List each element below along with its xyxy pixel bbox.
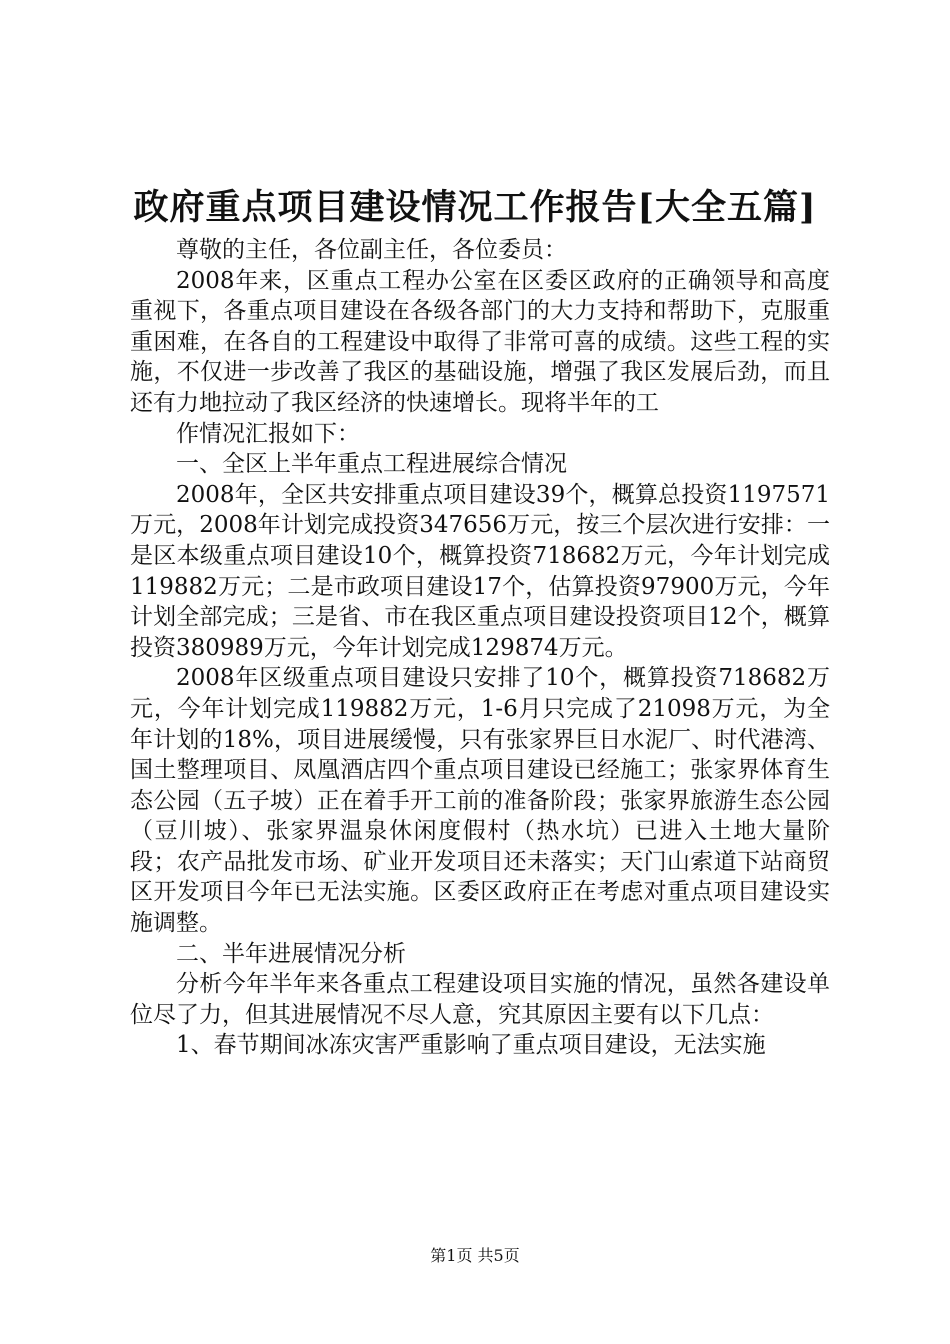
reason-1-paragraph: 1、春节期间冰冻灾害严重影响了重点项目建设，无法实施 [176, 1032, 766, 1059]
overview-paragraph: 2008年，全区共安排重点项目建设39个，概算总投资1197571万元，2008年计划完成投资347656万元，按三个层次进行安排：一是区本级重点项目建设10个，概算投资718682万元，今年计划完成119882万元；二是市政项目建设17个，估算投资97900万元，今年计划全部完成；三是省、市在我区重点项目建设投资项目12个，概算投资380989万元，今年计划完成129874万元。 [130, 481, 830, 661]
intro-continuation: 作情况汇报如下： [176, 420, 360, 447]
salutation-paragraph: 尊敬的主任，各位副主任，各位委员： [176, 237, 567, 263]
district-projects-paragraph: 2008年区级重点项目建设只安排了10个，概算投资718682万元，今年计划完成119882万元，1-6月只完成了21098万元，为全年计划的18%，项目进展缓慢，只有张家界巨日水泥厂、时代港湾、国土整理项目、凤凰酒店四个重点项目建设已经施工；张家界体育生态公园（五子坡）正在着手开工前的准备阶段；张家界旅游生态公园（豆川坡）、张家界温泉休闲度假村（热水坑）已进入土地大量阶段；农产品批发市场、矿业开发项目还未落实；天门山索道下站商贸区开发项目今年已无法实施。区委区政府正在考虑对重点项目建设实施调整。 [130, 665, 830, 937]
section-heading-2: 二、半年进展情况分析 [176, 940, 406, 967]
section-heading-1: 一、全区上半年重点工程进展综合情况 [176, 451, 567, 478]
analysis-paragraph: 分析今年半年来各重点工程建设项目实施的情况，虽然各建设单位尽了力，但其进展情况不尽人意，究其原因主要有以下几点： [130, 971, 830, 1028]
document-title: 政府重点项目建设情况工作报告[大全五篇] [133, 187, 817, 228]
page-footer: 第1页 共5页 [430, 1246, 520, 1265]
document-body [130, 235, 830, 1061]
intro-paragraph: 2008年来，区重点工程办公室在区委区政府的正确领导和高度重视下，各重点项目建设在各级各部门的大力支持和帮助下，克服重重困难，在各自的工程建设中取得了非常可喜的成绩。这些工程的实施，不仅进一步改善了我区的基础设施，增强了我区发展后劲，而且还有力地拉动了我区经济的快速增长。现将半年的工 [130, 267, 830, 416]
